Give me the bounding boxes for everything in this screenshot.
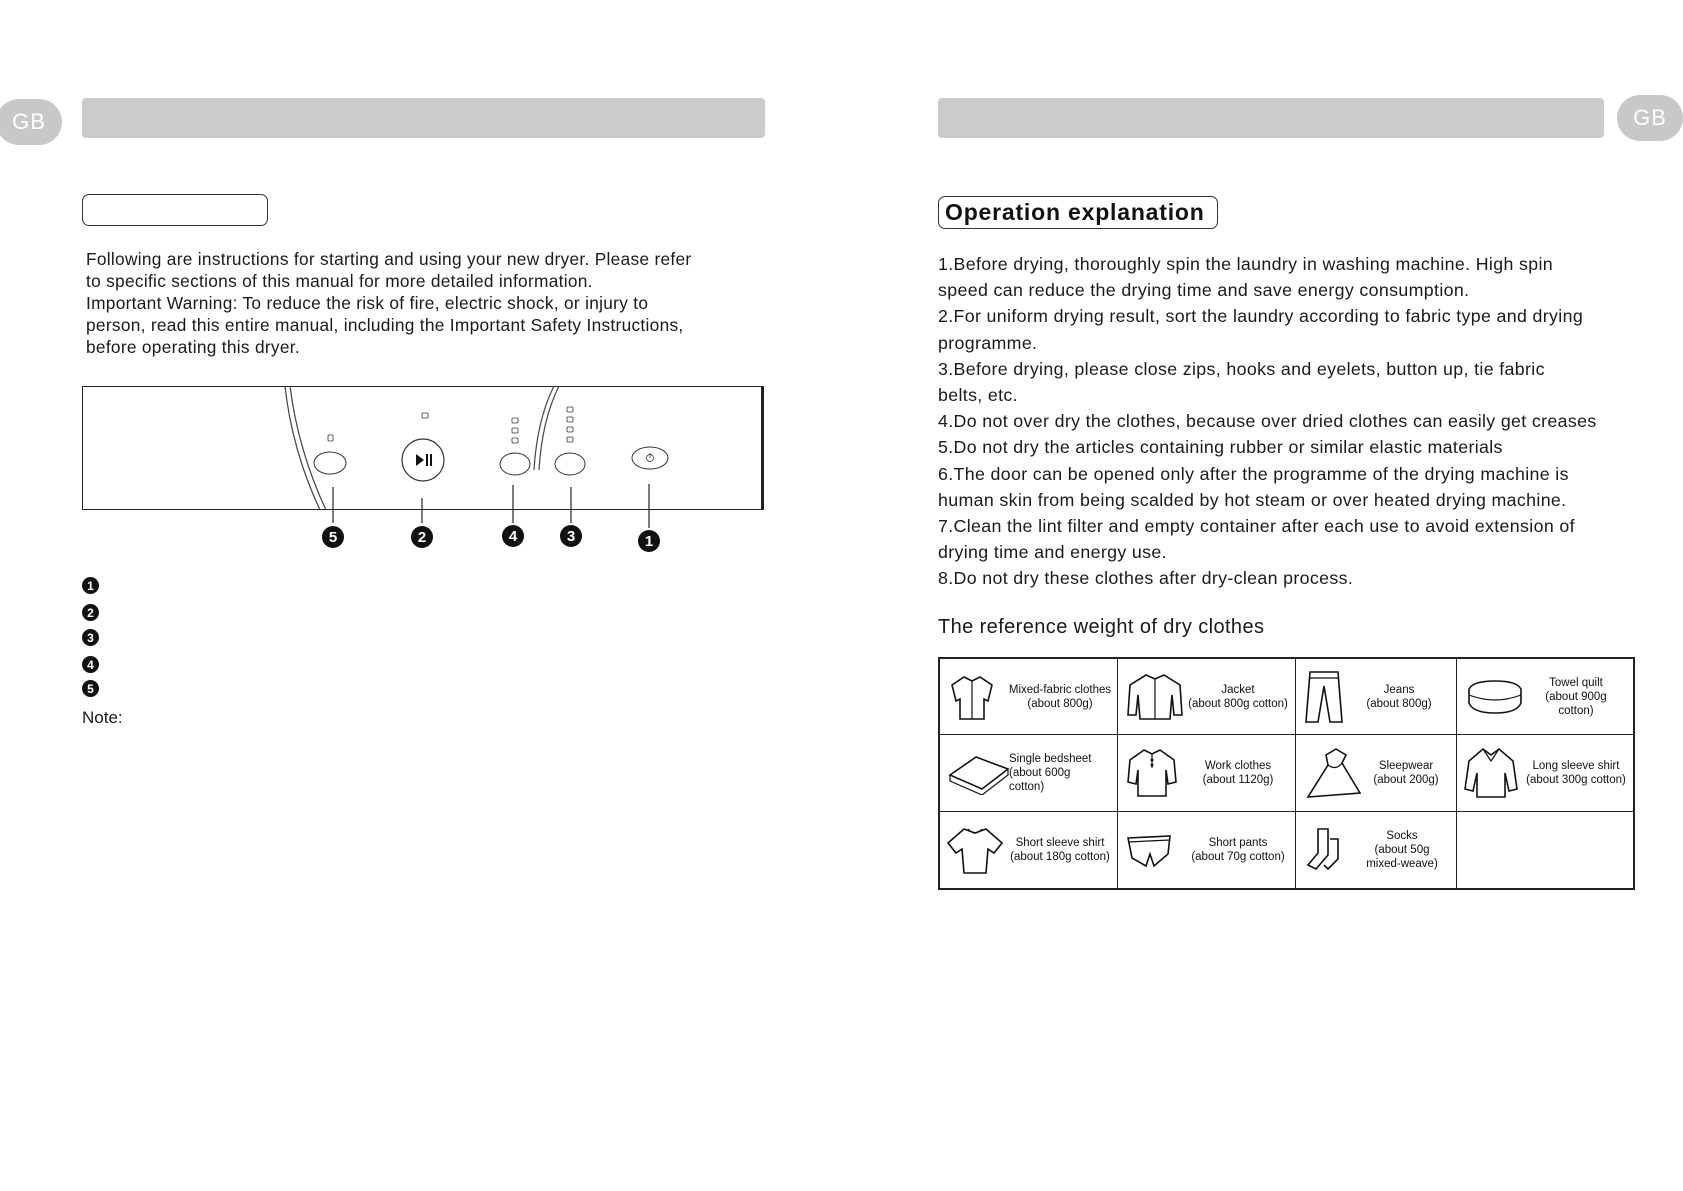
short-sleeve-shirt-icon [946, 823, 1004, 877]
language-tab-left: GB [0, 99, 62, 145]
operation-line: 2.For uniform drying result, sort the laundry according to fabric type and drying [938, 306, 1584, 327]
callout-3: 3 [560, 525, 582, 547]
long-sleeve-shirt-icon [1463, 745, 1519, 801]
operation-line: drying time and energy use. [938, 542, 1167, 563]
reference-label: Work clothes (about 1120g) [1202, 759, 1274, 786]
operation-line: 6.The door can be opened only after the programme of the drying machine is [938, 463, 1569, 484]
note-label: Note: [82, 708, 123, 727]
header-bar-right [938, 98, 1604, 138]
operation-line: 1.Before drying, thoroughly spin the laundry in washing machine. High spin [938, 254, 1553, 274]
reference-label: Jeans (about 800g) [1366, 683, 1432, 710]
reference-cell [940, 735, 1118, 811]
header-bar-left [82, 98, 765, 138]
intro-line: to specific sections of this manual for more detailed information. [86, 271, 593, 291]
reference-label: Short pants (about 70g cotton) [1191, 836, 1285, 863]
intro-line: before operating this dryer. [86, 337, 300, 357]
reference-label: Single bedsheet (about 600g cotton) [1009, 752, 1092, 793]
section-title-operation: Operation explanation [938, 196, 1218, 229]
section-title-box-left [82, 194, 268, 226]
operation-line: 8.Do not dry these clothes after dry-clean process. [938, 568, 1354, 589]
towel-quilt-icon [1463, 675, 1527, 719]
legend-bullet-5: 5 [82, 680, 99, 697]
short-pants-icon [1124, 828, 1174, 872]
reference-cell [1118, 812, 1296, 888]
bedsheet-icon [946, 751, 1012, 795]
jeans-icon [1302, 668, 1346, 726]
legend-bullet-1: 1 [82, 577, 99, 594]
reference-label: Jacket (about 800g cotton) [1188, 683, 1288, 710]
callout-5: 5 [322, 526, 344, 548]
intro-line: Important Warning: To reduce the risk of fire, electric shock, or injury to [86, 293, 649, 313]
callout-4: 4 [502, 525, 524, 547]
intro-line: Following are instructions for starting and using your new dryer. Please refer [86, 249, 692, 269]
operation-line: 3.Before drying, please close zips, hooks and eyelets, button up, tie fabric [938, 358, 1545, 379]
intro-line: person, read this entire manual, including the Important Safety Instructions, [86, 315, 684, 335]
operation-line: 4.Do not over dry the clothes, because over dried clothes can easily get creases [938, 411, 1597, 432]
legend-bullet-2: 2 [82, 604, 99, 621]
operation-line: human skin from being scalded by hot steam or over heated drying machine. [938, 489, 1567, 510]
operation-line: programme. [938, 332, 1038, 353]
jacket-icon [1124, 671, 1186, 723]
socks-icon [1302, 825, 1346, 875]
legend-bullet-4: 4 [82, 656, 99, 673]
reference-weight-table [938, 657, 1635, 890]
reference-label: Towel quilt (about 900g cotton) [1545, 676, 1607, 717]
reference-weight-title: The reference weight of dry clothes [938, 616, 1265, 638]
reference-label: Mixed-fabric clothes (about 800g) [1008, 683, 1112, 710]
intro-text [86, 248, 766, 358]
operation-list [938, 251, 1658, 592]
reference-cell [1118, 659, 1296, 735]
operation-line: belts, etc. [938, 385, 1018, 406]
shirt-icon [946, 671, 998, 723]
reference-label: Sleepwear (about 200g) [1373, 759, 1439, 786]
operation-line: 7.Clean the lint filter and empty container after each use to avoid extension of [938, 516, 1575, 537]
reference-cell [1457, 659, 1633, 735]
operation-line: speed can reduce the drying time and save energy consumption. [938, 280, 1470, 301]
reference-cell [1296, 735, 1457, 811]
legend-bullet-3: 3 [82, 629, 99, 646]
operation-line: 5.Do not dry the articles containing rubber or similar elastic materials [938, 437, 1503, 458]
language-tab-right: GB [1617, 95, 1683, 141]
reference-cell-empty [1457, 812, 1633, 888]
work-clothes-icon [1124, 746, 1180, 800]
reference-cell [1296, 812, 1457, 888]
reference-cell [940, 812, 1118, 888]
reference-cell [1457, 735, 1633, 811]
reference-label: Long sleeve shirt (about 300g cotton) [1526, 759, 1626, 786]
callout-2: 2 [411, 526, 433, 548]
reference-label: Socks (about 50g mixed-weave) [1366, 829, 1438, 870]
reference-label: Short sleeve shirt (about 180g cotton) [1010, 836, 1110, 863]
reference-cell [940, 659, 1118, 735]
callout-1: 1 [638, 530, 660, 552]
reference-cell [1296, 659, 1457, 735]
reference-cell [1118, 735, 1296, 811]
